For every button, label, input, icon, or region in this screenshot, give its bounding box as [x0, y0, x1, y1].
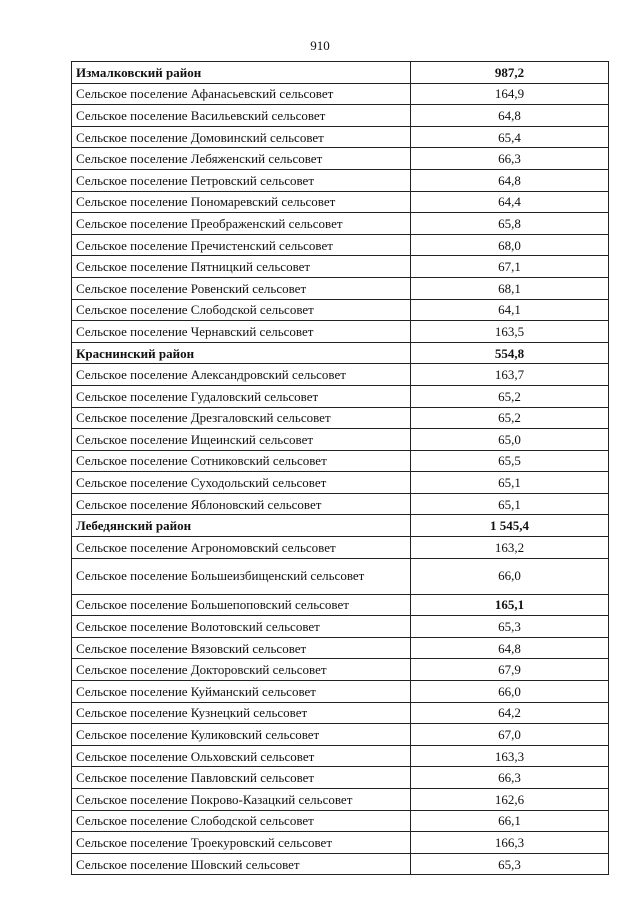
table-row: [72, 213, 609, 235]
table-row: [72, 616, 609, 638]
settlement-name: Сельское поселение Пречистенский сельсовет: [72, 234, 411, 256]
district-row: [72, 62, 609, 84]
settlement-name: Сельское поселение Большеизбищенский сельсовет: [72, 558, 411, 594]
settlement-name: Сельское поселение Домовинский сельсовет: [72, 126, 411, 148]
settlement-value: 163,3: [411, 745, 609, 767]
settlement-name: Сельское поселение Преображенский сельсовет: [72, 213, 411, 235]
settlement-name: Сельское поселение Яблоновский сельсовет: [72, 493, 411, 515]
settlement-name: Сельское поселение Васильевский сельсовет: [72, 105, 411, 127]
settlement-name: Сельское поселение Суходольский сельсовет: [72, 472, 411, 494]
settlement-name: Сельское поселение Покрово-Казацкий сельсовет: [72, 789, 411, 811]
table-row: [72, 105, 609, 127]
settlement-value: 65,3: [411, 616, 609, 638]
settlement-value: 163,2: [411, 537, 609, 559]
settlement-name: Сельское поселение Петровский сельсовет: [72, 169, 411, 191]
table-row: [72, 724, 609, 746]
table-row: [72, 407, 609, 429]
settlement-name: Сельское поселение Куликовский сельсовет: [72, 724, 411, 746]
settlement-name: Сельское поселение Сотниковский сельсовет: [72, 450, 411, 472]
settlement-value: 66,0: [411, 681, 609, 703]
settlement-name: Сельское поселение Ровенский сельсовет: [72, 277, 411, 299]
table-row: [72, 169, 609, 191]
district-total: 987,2: [411, 62, 609, 84]
settlement-value: 64,8: [411, 169, 609, 191]
settlement-name: Сельское поселение Александровский сельсовет: [72, 364, 411, 386]
settlement-value: 66,1: [411, 810, 609, 832]
table-row: [72, 472, 609, 494]
settlement-value: 64,1: [411, 299, 609, 321]
settlement-value: 67,1: [411, 256, 609, 278]
settlement-value: 65,5: [411, 450, 609, 472]
settlement-value: 64,4: [411, 191, 609, 213]
district-row: [72, 515, 609, 537]
table-row: [72, 789, 609, 811]
table-row: [72, 364, 609, 386]
settlement-name: Сельское поселение Дрезгаловский сельсовет: [72, 407, 411, 429]
settlement-name: Сельское поселение Пятницкий сельсовет: [72, 256, 411, 278]
table-row: [72, 299, 609, 321]
settlement-value: 165,1: [411, 594, 609, 616]
table-row: [72, 681, 609, 703]
settlement-value: 67,0: [411, 724, 609, 746]
table-row: [72, 321, 609, 343]
settlement-name: Сельское поселение Слободской сельсовет: [72, 299, 411, 321]
settlement-value: 164,9: [411, 83, 609, 105]
table-row: [72, 493, 609, 515]
settlement-value: 65,1: [411, 472, 609, 494]
settlement-value: 68,0: [411, 234, 609, 256]
settlement-value: 65,4: [411, 126, 609, 148]
table-row: [72, 234, 609, 256]
settlement-value: 162,6: [411, 789, 609, 811]
allocation-table: [71, 61, 609, 875]
settlement-name: Сельское поселение Пономаревский сельсовет: [72, 191, 411, 213]
table-row: [72, 256, 609, 278]
settlement-value: 64,8: [411, 105, 609, 127]
settlement-name: Сельское поселение Ольховский сельсовет: [72, 745, 411, 767]
district-name: Измалковский район: [72, 62, 411, 84]
district-total: 554,8: [411, 342, 609, 364]
settlement-name: Сельское поселение Павловский сельсовет: [72, 767, 411, 789]
settlement-value: 65,2: [411, 407, 609, 429]
settlement-name: Сельское поселение Лебяженский сельсовет: [72, 148, 411, 170]
table-row: [72, 637, 609, 659]
settlement-value: 163,5: [411, 321, 609, 343]
table-row: [72, 83, 609, 105]
settlement-value: 66,3: [411, 767, 609, 789]
settlement-name: Сельское поселение Афанасьевский сельсовет: [72, 83, 411, 105]
table-row: [72, 832, 609, 854]
table-body: [72, 62, 609, 875]
table-row: [72, 148, 609, 170]
table-row: [72, 702, 609, 724]
district-name: Лебедянский район: [72, 515, 411, 537]
settlement-value: 68,1: [411, 277, 609, 299]
settlement-value: 166,3: [411, 832, 609, 854]
settlement-value: 65,8: [411, 213, 609, 235]
settlement-value: 67,9: [411, 659, 609, 681]
table-row: [72, 767, 609, 789]
settlement-name: Сельское поселение Троекуровский сельсовет: [72, 832, 411, 854]
settlement-name: Сельское поселение Вязовский сельсовет: [72, 637, 411, 659]
settlement-name: Сельское поселение Докторовский сельсовет: [72, 659, 411, 681]
table-row: [72, 277, 609, 299]
settlement-name: Сельское поселение Гудаловский сельсовет: [72, 385, 411, 407]
settlement-name: Сельское поселение Шовский сельсовет: [72, 853, 411, 875]
settlement-name: Сельское поселение Слободской сельсовет: [72, 810, 411, 832]
table-row: [72, 385, 609, 407]
page-number: 910: [310, 38, 330, 53]
table-row: [72, 810, 609, 832]
settlement-value: 66,0: [411, 558, 609, 594]
settlement-name: Сельское поселение Куйманский сельсовет: [72, 681, 411, 703]
table-row: [72, 126, 609, 148]
settlement-name: Сельское поселение Чернавский сельсовет: [72, 321, 411, 343]
table-row: [72, 745, 609, 767]
settlement-value: 65,1: [411, 493, 609, 515]
table-row: [72, 558, 609, 594]
settlement-value: 163,7: [411, 364, 609, 386]
settlement-value: 66,3: [411, 148, 609, 170]
settlement-value: 64,8: [411, 637, 609, 659]
district-row: [72, 342, 609, 364]
table-row: [72, 853, 609, 875]
settlement-name: Сельское поселение Большепоповский сельсовет: [72, 594, 411, 616]
settlement-value: 65,2: [411, 385, 609, 407]
settlement-value: 65,3: [411, 853, 609, 875]
table-row: [72, 537, 609, 559]
table-row: [72, 450, 609, 472]
settlement-name: Сельское поселение Кузнецкий сельсовет: [72, 702, 411, 724]
table-row: [72, 429, 609, 451]
district-total: 1 545,4: [411, 515, 609, 537]
settlement-name: Сельское поселение Волотовский сельсовет: [72, 616, 411, 638]
settlement-name: Сельское поселение Ищеинский сельсовет: [72, 429, 411, 451]
district-name: Краснинский район: [72, 342, 411, 364]
table-row: [72, 594, 609, 616]
settlement-name: Сельское поселение Агрономовский сельсовет: [72, 537, 411, 559]
settlement-value: 64,2: [411, 702, 609, 724]
settlement-value: 65,0: [411, 429, 609, 451]
table-row: [72, 191, 609, 213]
table-row: [72, 659, 609, 681]
